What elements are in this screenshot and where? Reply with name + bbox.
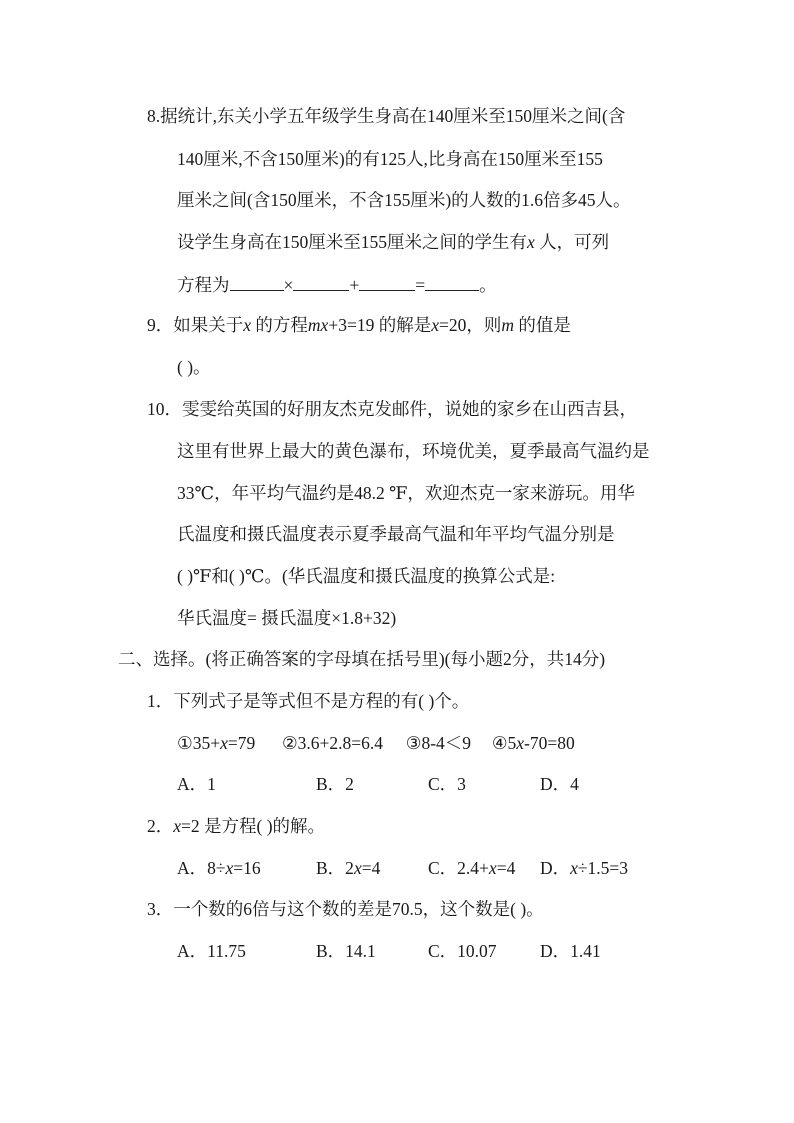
q9-answer-bracket[interactable]: ( )。 [177,357,211,377]
q8-equation-line [177,272,497,297]
opt-c-pre: C．2.4+ [428,858,489,878]
q8-times-sign: × [283,275,294,295]
q9-text-b: 的方程 [251,315,308,335]
section-2-heading: 二、选择。(将正确答案的字母填在括号里)(每小题2分，共14分) [118,649,606,669]
q8-line-2: 140厘米,不含150厘米)的有125人,比身高在150厘米至155 [177,149,603,169]
q8-blank-4[interactable] [425,272,479,291]
expr-1 [177,733,255,753]
opt-b-var: x [353,858,362,878]
q9-text-a: 9．如果关于 [147,315,244,335]
opt-b-pre: B．2 [316,858,354,878]
q9-var-m: m [501,315,514,335]
q8-line-4 [177,230,609,254]
q8-line-1: 8.据统计,东关小学五年级学生身高在140厘米至150厘米之间(含 [147,106,626,126]
choice-1-expressions [177,731,575,755]
opt-d-var: x [570,858,578,878]
q9-line-1 [147,313,571,337]
choice-1-stem: 1．下列式子是等式但不是方程的有( )个。 [147,691,470,711]
choice-2-num: 2． [147,816,174,836]
expr-4-post: -70=80 [524,733,575,753]
q9-text-c: 的解是 [374,315,432,335]
expr-1-post: =79 [227,733,256,753]
opt-a-pre: A．8÷ [177,858,226,878]
q9-eq-m: m [307,315,321,335]
q10-line-6: 华氏温度= 摄氏温度×1.8+32) [177,608,397,628]
opt-a-post: =16 [233,858,261,878]
opt-a-var: x [225,858,234,878]
choice-2-option-a[interactable] [177,856,261,880]
expr-1-pre: ①35+ [177,733,221,753]
choice-3-option-d[interactable]: D．1.41 [540,941,601,961]
opt-d-pre: D． [540,858,571,878]
q10-line-2: 这里有世界上最大的黄色瀑布，环境优美，夏季最高气温约是 [177,441,650,461]
q10-line-1: 10．雯雯给英国的好朋友杰克发邮件，说她的家乡在山西吉县， [147,399,637,419]
q8-equation-label: 方程为 [177,275,230,295]
opt-c-post: =4 [496,858,516,878]
expr-3: ③8-4＜9 [405,733,472,753]
q8-line-3: 厘米之间(含150厘米，不含155厘米)的人数的1.6倍多45人。 [177,190,631,210]
q10-line-3: 33℃，年平均气温约是48.2 ℉，欢迎杰克一家来游玩。用华 [177,483,635,503]
choice-1-option-d[interactable]: D．4 [540,774,579,794]
choice-2-var: x [173,816,182,836]
opt-b-post: =4 [361,858,381,878]
q8-variable-x: x [527,232,535,252]
choice-3-option-b[interactable]: B．14.1 [316,941,376,961]
q8-blank-2[interactable] [293,272,349,291]
q8-blank-3[interactable] [359,272,415,291]
expr-4-pre: ④5 [491,733,517,753]
expr-4 [492,733,575,753]
choice-1-option-b[interactable]: B．2 [316,774,354,794]
expr-1-var: x [220,733,228,753]
q9-text-d: 的值是 [514,315,571,335]
choice-1-option-c[interactable]: C．3 [428,774,466,794]
q8-line-4-tail: 人，可列 [534,232,610,252]
q10-line-4: 氏温度和摄氏温度表示夏季最高气温和年平均气温分别是 [177,524,615,544]
choice-2-option-d[interactable] [540,856,628,880]
choice-3-option-c[interactable]: C．10.07 [428,941,497,961]
q9-eq-x: x [320,315,329,335]
choice-2-rest: =2 是方程( )的解。 [181,816,326,836]
q8-line-4-text: 设学生身高在150厘米至155厘米之间的学生有 [177,232,527,252]
q8-equals-sign: = [415,275,426,295]
choice-2-option-c[interactable] [428,856,515,880]
opt-d-post: ÷1.5=3 [577,858,629,878]
choice-3-option-a[interactable]: A．11.75 [177,941,246,961]
q8-end-mark: 。 [479,275,497,295]
opt-c-var: x [488,858,497,878]
expr-4-var: x [516,733,525,753]
q10-line-5[interactable]: ( )℉和( )℃。(华氏温度和摄氏温度的换算公式是: [177,566,556,586]
q8-plus-sign: + [349,275,360,295]
expr-2: ②3.6+2.8=6.4 [281,733,384,753]
q9-sol-rest: =20，则 [438,315,502,335]
q9-eq-rest: +3=19 [328,315,375,335]
choice-1-option-a[interactable]: A．1 [177,774,216,794]
q9-sol-x: x [431,315,439,335]
choice-2-stem [147,814,325,838]
q8-blank-1[interactable] [230,272,284,291]
q9-var-x: x [243,315,252,335]
choice-3-stem: 3．一个数的6倍与这个数的差是70.5，这个数是( )。 [147,899,544,919]
choice-2-option-b[interactable] [316,856,380,880]
